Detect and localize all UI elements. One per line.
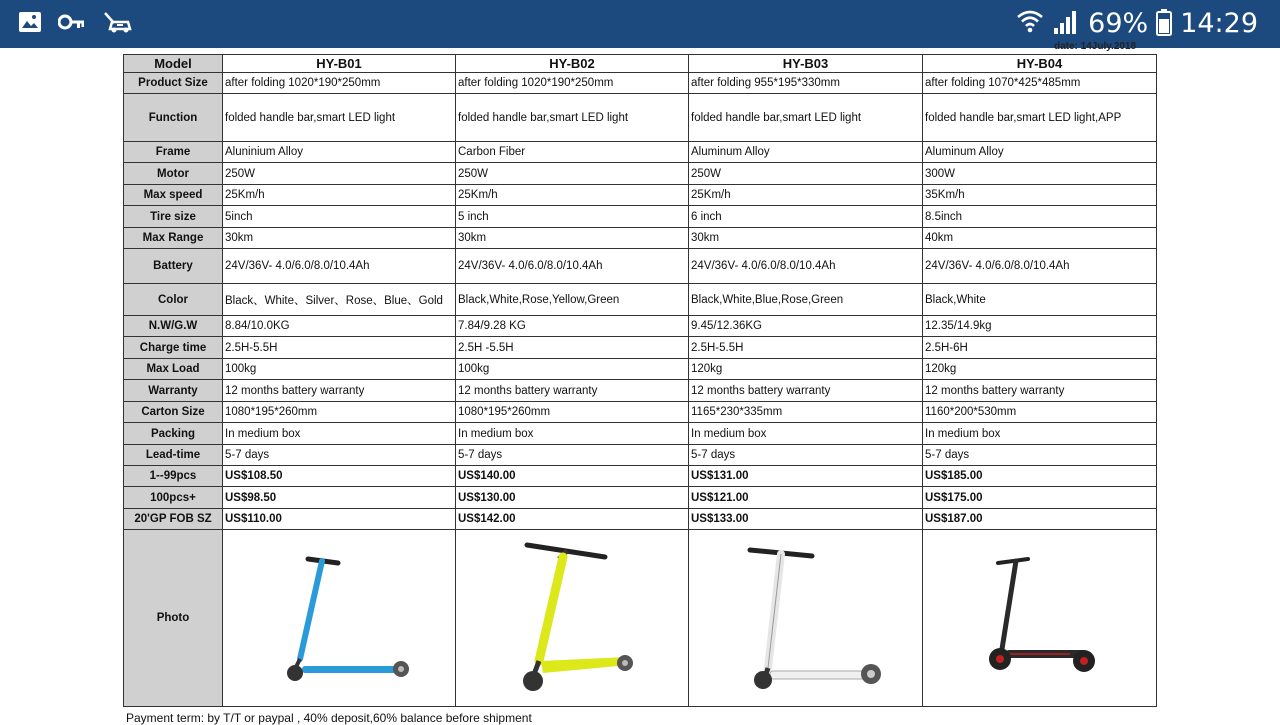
row-label: Carton Size: [124, 402, 223, 423]
row-label: Product Size: [124, 73, 223, 94]
table-cell: folded handle bar,smart LED light: [456, 94, 689, 142]
price-cell: US$121.00: [689, 487, 923, 509]
table-cell: 24V/36V- 4.0/6.0/8.0/10.4Ah: [223, 249, 456, 284]
table-cell: 5-7 days: [923, 445, 1157, 466]
table-cell: Black,White,Blue,Rose,Green: [689, 284, 923, 316]
spec-table: [123, 54, 1157, 707]
table-cell: after folding 1070*425*485mm: [923, 73, 1157, 94]
table-cell: In medium box: [223, 423, 456, 445]
table-cell: 12 months battery warranty: [456, 380, 689, 402]
table-row: [124, 337, 1157, 359]
table-cell: 12.35/14.9kg: [923, 316, 1157, 337]
table-cell: 5-7 days: [223, 445, 456, 466]
table-row: [124, 316, 1157, 337]
table-cell: In medium box: [689, 423, 923, 445]
row-label: Battery: [124, 249, 223, 284]
table-cell: Carbon Fiber: [456, 142, 689, 163]
table-cell: 5 inch: [456, 206, 689, 228]
clock: 14:29: [1180, 8, 1258, 39]
table-cell: 9.45/12.36KG: [689, 316, 923, 337]
table-row: [124, 185, 1157, 206]
scooter-image-hy-b04: [980, 557, 1100, 677]
row-label: Max Range: [124, 228, 223, 249]
price-cell: US$108.50: [223, 466, 456, 487]
table-cell: 5-7 days: [456, 445, 689, 466]
table-cell: Aluminum Alloy: [689, 142, 923, 163]
table-cell: 250W: [456, 163, 689, 185]
mower-icon: [102, 10, 132, 39]
table-row: [124, 380, 1157, 402]
row-label: Lead-time: [124, 445, 223, 466]
scooter-image-hy-b03: [726, 542, 886, 692]
table-cell: Black、White、Silver、Rose、Blue、Gold: [223, 284, 456, 316]
key-icon: [58, 10, 86, 39]
table-cell: 12 months battery warranty: [689, 380, 923, 402]
row-label: Function: [124, 94, 223, 142]
table-cell: Black,White: [923, 284, 1157, 316]
table-row: [124, 206, 1157, 228]
table-cell: 25Km/h: [223, 185, 456, 206]
table-cell: 30km: [223, 228, 456, 249]
table-cell: folded handle bar,smart LED light: [223, 94, 456, 142]
table-cell: after folding 1020*190*250mm: [223, 73, 456, 94]
row-label: 100pcs+: [124, 487, 223, 509]
row-label: 1--99pcs: [124, 466, 223, 487]
table-cell: Aluminum Alloy: [923, 142, 1157, 163]
table-cell: folded handle bar,smart LED light,APP: [923, 94, 1157, 142]
photo-cell: [923, 530, 1157, 707]
table-row: [124, 94, 1157, 142]
table-cell: 5inch: [223, 206, 456, 228]
table-row: [124, 487, 1157, 509]
table-cell: 100kg: [456, 359, 689, 380]
fob-price-cell: US$142.00: [456, 509, 689, 530]
model-header: HY-B02: [456, 55, 689, 73]
fob-price-cell: US$187.00: [923, 509, 1157, 530]
row-label: N.W/G.W: [124, 316, 223, 337]
price-cell: US$140.00: [456, 466, 689, 487]
table-row: [124, 142, 1157, 163]
fob-price-cell: US$133.00: [689, 509, 923, 530]
table-row: [124, 249, 1157, 284]
table-cell: In medium box: [923, 423, 1157, 445]
battery-percent: 69%: [1088, 8, 1149, 39]
row-label: Max speed: [124, 185, 223, 206]
row-label: Charge time: [124, 337, 223, 359]
model-header: HY-B04: [923, 55, 1157, 73]
battery-icon: [1156, 8, 1172, 41]
model-header: HY-B01: [223, 55, 456, 73]
table-cell: 24V/36V- 4.0/6.0/8.0/10.4Ah: [689, 249, 923, 284]
table-cell: 8.84/10.0KG: [223, 316, 456, 337]
table-cell: folded handle bar,smart LED light: [689, 94, 923, 142]
price-cell: US$131.00: [689, 466, 923, 487]
row-label: Frame: [124, 142, 223, 163]
table-cell: 5-7 days: [689, 445, 923, 466]
table-cell: 2.5H -5.5H: [456, 337, 689, 359]
table-cell: Black,White,Rose,Yellow,Green: [456, 284, 689, 316]
price-cell: US$130.00: [456, 487, 689, 509]
table-cell: 8.5inch: [923, 206, 1157, 228]
payment-terms: Payment term: by T/T or paypal , 40% deposit,60% balance before shipment: [126, 711, 532, 725]
table-row: [124, 445, 1157, 466]
table-cell: 24V/36V- 4.0/6.0/8.0/10.4Ah: [923, 249, 1157, 284]
table-cell: 1160*200*530mm: [923, 402, 1157, 423]
table-row: [124, 163, 1157, 185]
table-row: [124, 466, 1157, 487]
table-cell: In medium box: [456, 423, 689, 445]
table-cell: 25Km/h: [689, 185, 923, 206]
table-row: [124, 284, 1157, 316]
row-label: Color: [124, 284, 223, 316]
table-row: [124, 73, 1157, 94]
table-cell: 12 months battery warranty: [223, 380, 456, 402]
row-label: Model: [124, 55, 223, 73]
table-row: [124, 509, 1157, 530]
table-cell: 100kg: [223, 359, 456, 380]
row-label: Motor: [124, 163, 223, 185]
table-cell: 250W: [689, 163, 923, 185]
table-cell: Aluninium Alloy: [223, 142, 456, 163]
scooter-image-hy-b01: [264, 547, 414, 687]
table-cell: 30km: [689, 228, 923, 249]
table-cell: 30km: [456, 228, 689, 249]
price-cell: US$175.00: [923, 487, 1157, 509]
table-cell: 2.5H-5.5H: [689, 337, 923, 359]
table-cell: after folding 955*195*330mm: [689, 73, 923, 94]
photo-cell: [456, 530, 689, 707]
fob-price-cell: US$110.00: [223, 509, 456, 530]
table-row: [124, 423, 1157, 445]
table-cell: 120kg: [689, 359, 923, 380]
row-label: Max Load: [124, 359, 223, 380]
header-row: [124, 55, 1157, 73]
table-cell: after folding 1020*190*250mm: [456, 73, 689, 94]
photo-cell: [689, 530, 923, 707]
signal-icon: [1052, 8, 1080, 41]
table-row: [124, 402, 1157, 423]
date-note: date: 14July.2018: [1054, 41, 1137, 52]
table-cell: 250W: [223, 163, 456, 185]
table-cell: 35Km/h: [923, 185, 1157, 206]
table-cell: 40km: [923, 228, 1157, 249]
table-row: [124, 359, 1157, 380]
table-cell: 2.5H-6H: [923, 337, 1157, 359]
table-cell: 300W: [923, 163, 1157, 185]
row-label: Tire size: [124, 206, 223, 228]
row-label: Photo: [124, 530, 223, 707]
wifi-icon: [1016, 8, 1044, 41]
table-cell: 2.5H-5.5H: [223, 337, 456, 359]
row-label: Packing: [124, 423, 223, 445]
row-label: Warranty: [124, 380, 223, 402]
price-cell: US$98.50: [223, 487, 456, 509]
table-cell: 24V/36V- 4.0/6.0/8.0/10.4Ah: [456, 249, 689, 284]
table-cell: 1080*195*260mm: [456, 402, 689, 423]
table-cell: 7.84/9.28 KG: [456, 316, 689, 337]
model-header: HY-B03: [689, 55, 923, 73]
price-cell: US$185.00: [923, 466, 1157, 487]
photo-cell: [223, 530, 456, 707]
photo-row: [124, 530, 1157, 707]
row-label: 20'GP FOB SZ: [124, 509, 223, 530]
scooter-image-hy-b02: [497, 537, 647, 697]
table-cell: 120kg: [923, 359, 1157, 380]
table-cell: 6 inch: [689, 206, 923, 228]
table-cell: 12 months battery warranty: [923, 380, 1157, 402]
table-row: [124, 228, 1157, 249]
table-cell: 25Km/h: [456, 185, 689, 206]
table-cell: 1165*230*335mm: [689, 402, 923, 423]
table-cell: 1080*195*260mm: [223, 402, 456, 423]
image-icon: [18, 10, 42, 39]
